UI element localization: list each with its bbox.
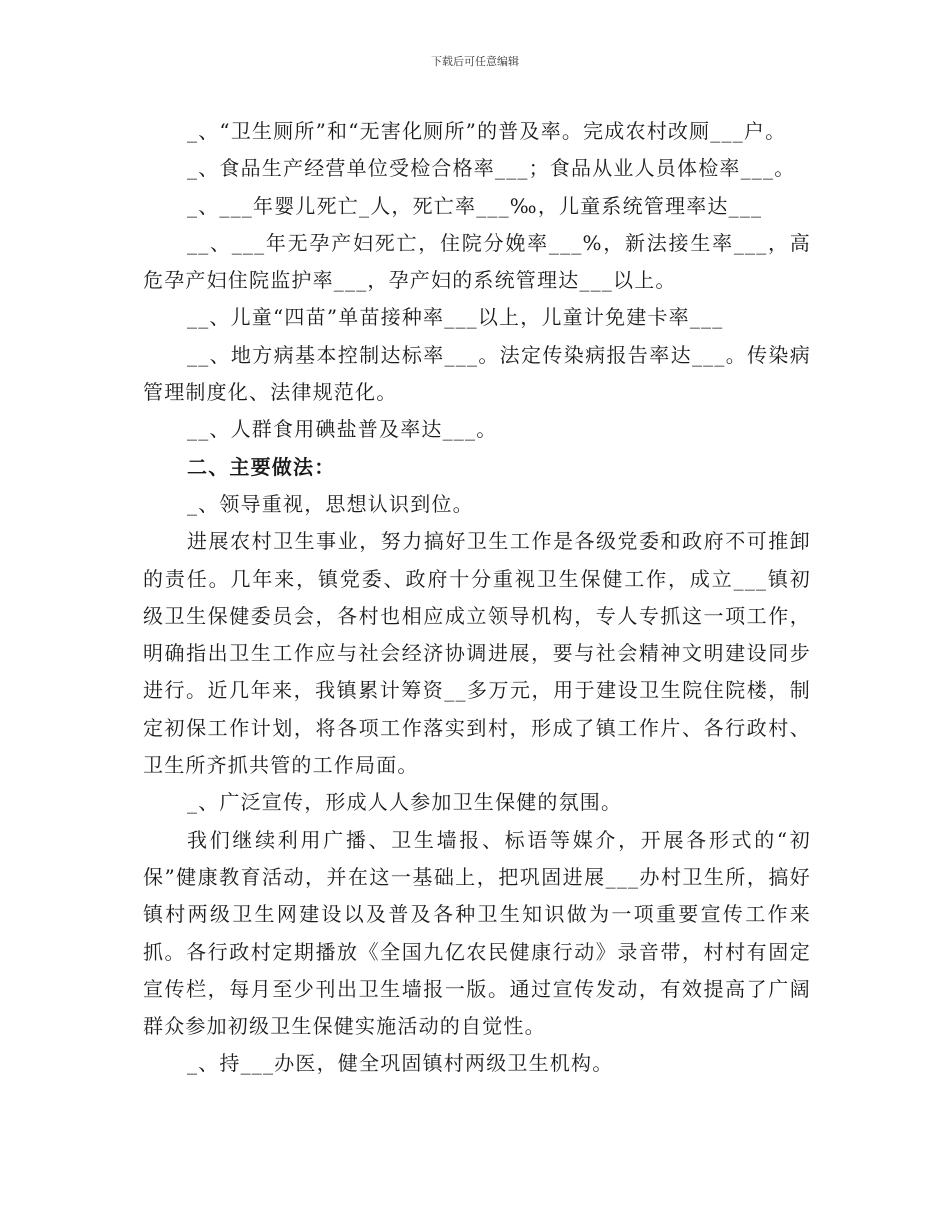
paragraph-leadership-body: 进展农村卫生事业，努力搞好卫生工作是各级党委和政府不可推卸的责任。几年来，镇党委、政府十分重视卫生保健工作，成立___镇初级卫生保健委员会，各村也相应成立领导机构，专人专抓这一项工作，明确指出卫生工作应与社会经济协调进展，要与社会精神文明建设同步进行。近几年来，我镇累计筹资__多万元，用于建设卫生院住院楼，制定初保工作计划，将各项工作落实到村，形成了镇工作片、各行政村、卫生所齐抓共管的工作局面。 xyxy=(143,529,811,778)
page-header: 下载后可任意编辑 xyxy=(431,55,519,68)
document-body xyxy=(143,113,811,1083)
paragraph-iodized-salt: __、人群食用碘盐普及率达___。 xyxy=(187,417,498,442)
paragraph-maternal-health: __、___年无孕产妇死亡，住院分娩率___%，新法接生率___，高危孕产妇住院监护率___，孕产妇的系统管理达___以上。 xyxy=(143,230,811,293)
section-heading-main-practices: 二、主要做法： xyxy=(187,454,336,479)
paragraph-toilet-coverage: _、“卫生厕所”和“无害化厕所”的普及率。完成农村改厕___户。 xyxy=(187,119,787,143)
paragraph-infant-mortality: _、___年婴儿死亡_人，死亡率___‰，儿童系统管理率达___ xyxy=(187,193,763,218)
paragraph-publicity-body: 我们继续利用广播、卫生墙报、标语等媒介，开展各形式的“初保”健康教育活动，并在这一基础上，把巩固进展___办村卫生所，搞好镇村两级卫生网建设以及普及各种卫生知识做为一项重要宣传工作来抓。各行政村定期播放《全国九亿农民健康行动》录音带，村村有固定宣传栏，每月至少刊出卫生墙报一版。通过宣传发动，有效提高了广阔群众参加初级卫生保健实施活动的自觉性。 xyxy=(143,827,811,1039)
paragraph-vaccination: __、儿童“四苗”单苗接种率___以上，儿童计免建卡率___ xyxy=(187,305,724,330)
paragraph-endemic-disease: __、地方病基本控制达标率___。法定传染病报告率达___。传染病管理制度化、法律规范化。 xyxy=(143,342,811,405)
subheading-publicity: _、广泛宣传，形成人人参加卫生保健的氛围。 xyxy=(187,790,623,815)
paragraph-food-inspection: _、食品生产经营单位受检合格率___；食品从业人员体检率___。 xyxy=(187,156,796,181)
subheading-medical-institutions: _、持___办医，健全巩固镇村两级卫生机构。 xyxy=(187,1051,614,1076)
subheading-leadership: _、领导重视，思想认识到位。 xyxy=(187,491,474,516)
